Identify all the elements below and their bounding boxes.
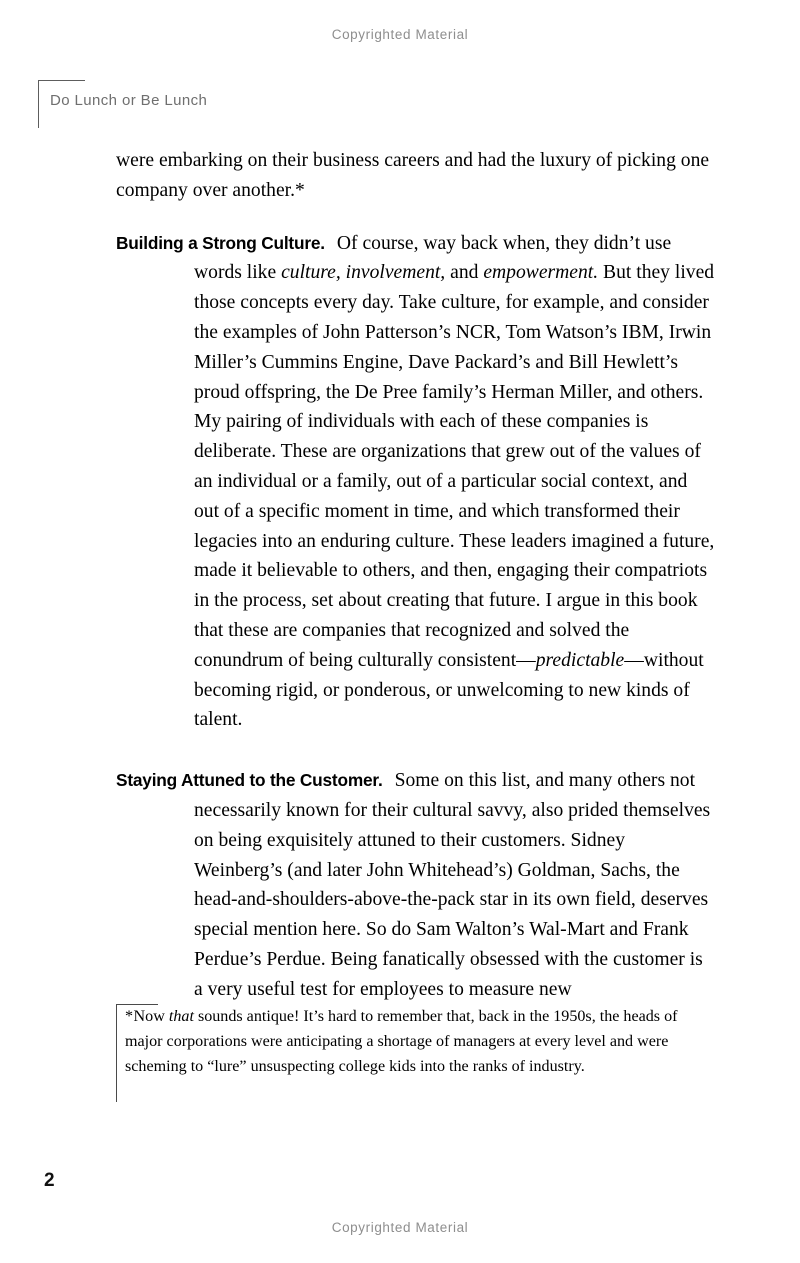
paragraph-1-text: were embarking on their business careers and had the luxury of picking one company over another.* bbox=[116, 150, 710, 201]
footnote-segment-2: sounds antique! It’s hard to remember that, back in the 1950s, the heads of major corporations were anticipating a shortage of managers at every level and were scheming to “lure” unsuspecting college kids into the ranks of industry. bbox=[125, 1008, 678, 1076]
paragraph-staying-attuned-to-the-customer bbox=[116, 766, 716, 1004]
running-head-title: Do Lunch or Be Lunch bbox=[50, 92, 208, 109]
paragraph-continuation bbox=[116, 146, 716, 206]
paragraph-2-segment-1: Of course, way back when, they didn’t use words like bbox=[194, 232, 672, 284]
page-number: 2 bbox=[44, 1170, 55, 1191]
running-head bbox=[38, 80, 438, 130]
footnote-italic-1: that bbox=[168, 1008, 194, 1025]
footnote-text bbox=[116, 1004, 716, 1080]
footnote-marker: * bbox=[125, 1008, 134, 1025]
running-head-rule-vertical bbox=[38, 80, 39, 128]
footnote-segment-1: Now bbox=[133, 1008, 169, 1025]
paragraph-building-a-strong-culture bbox=[116, 229, 716, 736]
footnote-rule-horizontal bbox=[116, 1004, 158, 1005]
paragraph-2-italic-1: culture, involvement, bbox=[281, 262, 446, 284]
paragraph-2-segment-2: and bbox=[445, 262, 484, 284]
paragraph-2-italic-3: predictable bbox=[535, 649, 625, 671]
watermark-top: Copyrighted Material bbox=[331, 27, 469, 42]
paragraph-2-segment-3: But they lived those concepts every day. Take culture, for example, and consider the examples of John Patterson’s NCR, Tom Watson’s IBM, Irwin Miller’s Cummins Engine, Dave Packard’s and Bill Hewlett’s proud offspring, the De Pree family’s Herman Miller, and others. My pairing of individuals with each of these companies is deliberate. These are organizations that grew out of the values of an individual or a family, out of a particular social context, and out of a specific moment in time, and which transformed their legacies into an enduring culture. These leaders imagined a future, made it believable to others, and then, engaging their compatriots in the process, set about creating that future. I argue in this book that these are companies that recognized and solved the conundrum of being culturally consistent— bbox=[194, 262, 715, 671]
paragraph-2-segment-4: —without becoming rigid, or ponderous, or unwelcoming to new kinds of talent. bbox=[194, 649, 704, 731]
running-head-rule-horizontal bbox=[38, 80, 85, 81]
footnote bbox=[116, 1004, 716, 1080]
runin-heading-customer: Staying Attuned to the Customer. bbox=[116, 770, 383, 791]
runin-heading-culture: Building a Strong Culture. bbox=[116, 232, 325, 253]
body-text bbox=[116, 146, 716, 1005]
footnote-rule-vertical bbox=[116, 1004, 117, 1102]
paragraph-3-segment-1: Some on this list, and many others not necessarily known for their cultural savvy, also prided themselves on being exquisitely attuned to their customers. Sidney Weinberg’s (and later John Whitehead’s) Goldman, Sachs, the head-and-shoulders-above-the-pack star in its own field, deserves special mention here. So do Sam Walton’s Wal-Mart and Frank Perdue’s Perdue. Being fanatically obsessed with the customer is a very useful test for employees to measure new bbox=[194, 770, 711, 1000]
watermark-bottom: Copyrighted Material bbox=[331, 1220, 469, 1235]
paragraph-2-italic-2: empowerment. bbox=[483, 262, 599, 284]
